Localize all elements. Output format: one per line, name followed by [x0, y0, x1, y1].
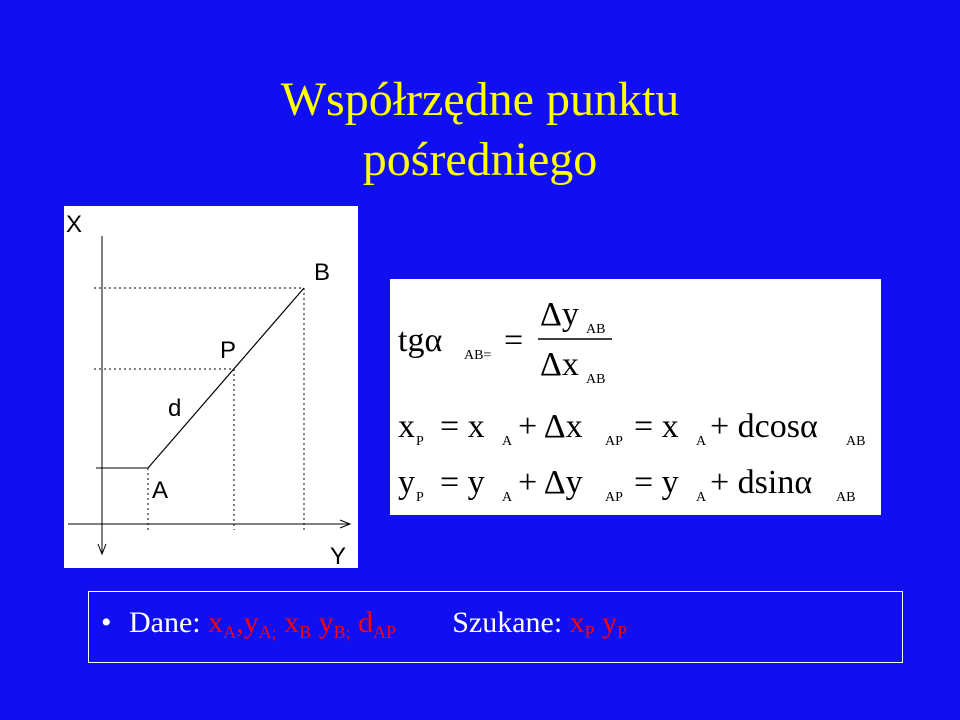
- formula3-e: + dsinα: [710, 464, 813, 501]
- formula2-a-sub: P: [416, 434, 424, 449]
- dane-item: d: [350, 606, 374, 639]
- formula3-c: + Δy: [518, 464, 583, 501]
- formula1-num: Δy: [540, 296, 579, 333]
- dane-values: [208, 606, 397, 642]
- szukane-item: y: [594, 606, 618, 639]
- dane-item: ,y: [236, 606, 259, 639]
- formula2-c-sub: AP: [605, 434, 623, 449]
- formula2-c: + Δx: [518, 408, 583, 445]
- bullet: •: [101, 606, 112, 639]
- szukane-item: x: [569, 606, 585, 639]
- dane-item-sub: AP: [373, 622, 397, 642]
- point-b-label: B: [314, 259, 331, 286]
- formula3-c-sub: AP: [605, 490, 623, 505]
- formula3-a: y: [398, 464, 415, 501]
- formula2-d-sub: A: [696, 434, 707, 449]
- dane-label: Dane:: [129, 606, 201, 639]
- formula3-d: = y: [634, 464, 679, 501]
- formula2-b: = x: [440, 408, 485, 445]
- formula3-a-sub: P: [416, 490, 424, 505]
- formula1-num-sub: AB: [586, 322, 606, 337]
- formula-box: [390, 279, 881, 515]
- title-line-2: pośredniego: [362, 133, 598, 186]
- given-sought-line: [101, 606, 627, 643]
- formula1-den: Δx: [540, 346, 579, 383]
- segment-line: [148, 288, 304, 468]
- dane-item-sub: A: [223, 622, 237, 642]
- szukane-label: Szukane:: [452, 606, 563, 639]
- formula3-b: = y: [440, 464, 485, 501]
- point-a-label: A: [152, 477, 169, 504]
- formula1-den-sub: AB: [586, 372, 606, 387]
- dane-item: y: [311, 606, 334, 639]
- formula1-eq: =: [504, 322, 524, 359]
- dane-item-sub: B: [299, 622, 312, 642]
- coordinate-diagram: [64, 206, 358, 568]
- dane-item: x: [208, 606, 224, 639]
- point-p-label: P: [220, 337, 237, 364]
- formula2-b-sub: A: [502, 434, 513, 449]
- segment-d-label: d: [168, 395, 182, 422]
- dane-item: x: [276, 606, 300, 639]
- formula1-lhs-sub: AB=: [464, 348, 492, 363]
- szukane-item-sub: P: [617, 622, 628, 642]
- formula3-e-sub: AB: [836, 490, 856, 505]
- szukane-item-sub: P: [584, 622, 595, 642]
- formula2-e-sub: AB: [846, 434, 866, 449]
- formula2-a: x: [398, 408, 415, 445]
- page-title: [0, 70, 960, 190]
- formula2-e: + dcosα: [710, 408, 818, 445]
- axis-y-label: Y: [330, 543, 347, 568]
- dane-item-sub: B;: [333, 622, 351, 642]
- formula2-d: = x: [634, 408, 679, 445]
- diagram-svg: [64, 206, 358, 568]
- axis-x-label: X: [66, 211, 83, 238]
- title-line-1: Współrzędne punktu: [280, 73, 680, 126]
- formula3-d-sub: A: [696, 490, 707, 505]
- szukane-values: [569, 606, 628, 642]
- dane-item-sub: A;: [258, 622, 277, 642]
- formula3-b-sub: A: [502, 490, 513, 505]
- formula-svg: [390, 279, 881, 515]
- formula1-lhs: tgα: [398, 322, 443, 359]
- given-sought-box: [88, 591, 903, 663]
